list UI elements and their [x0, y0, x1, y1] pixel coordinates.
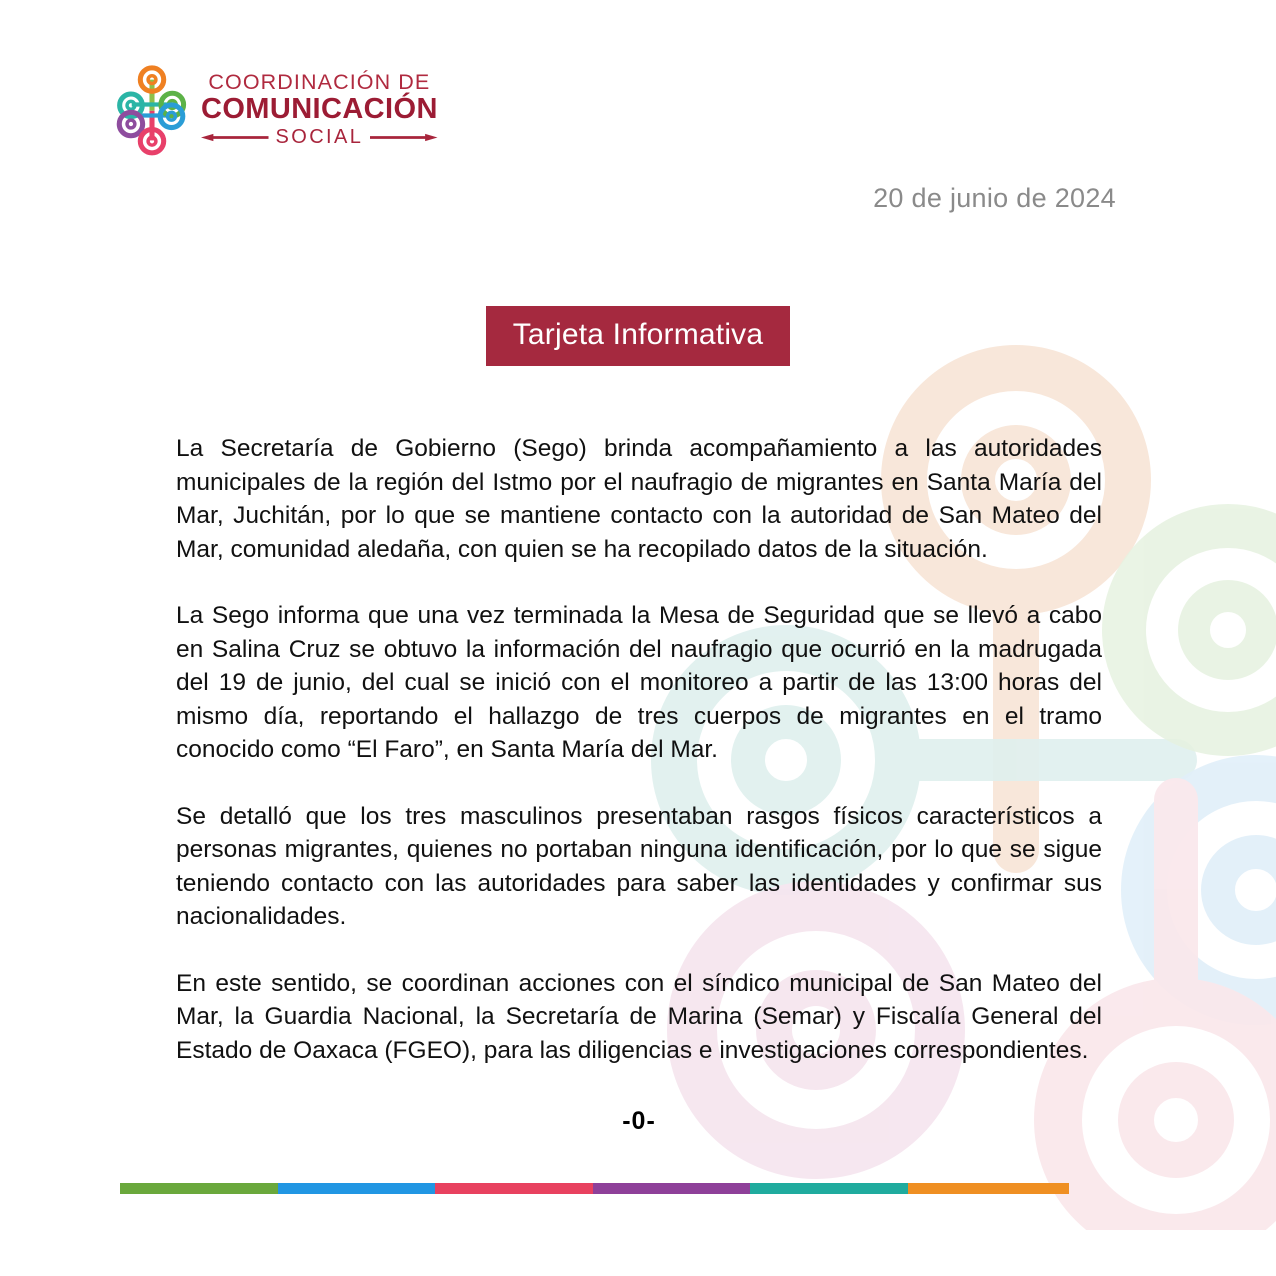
body-paragraph-4: En este sentido, se coordinan acciones con el síndico municipal de San Mateo del Mar, la Guardia Nacional, la Secretaría de Marina (Semar) y Fiscalía General del Estado de Oaxaca (FGEO), para las diligencias e investigaciones correspondientes.	[176, 969, 1102, 1064]
brand-line-social-row	[201, 126, 438, 149]
body-paragraph-1: La Secretaría de Gobierno (Sego) brinda acompañamiento a las autoridades municipales de la región del Istmo por el naufragio de migrantes en Santa María del Mar, Juchitán, por lo que se mantiene contacto con la autoridad de San Mateo del Mar, comunidad aledaña, con quien se ha recopilado datos de la situación.	[176, 435, 1102, 563]
footer-segment-blue	[278, 1183, 436, 1194]
brand-line-comunicacion: COMUNICACIÓN	[201, 92, 438, 125]
footer-segment-orange	[908, 1183, 1069, 1194]
document-title-badge: Tarjeta Informativa	[486, 306, 791, 366]
arrow-right-icon	[370, 133, 438, 142]
footer-segment-teal	[750, 1183, 908, 1194]
brand-line-coordinacion: COORDINACIÓN DE	[208, 70, 431, 95]
footer-color-bar	[120, 1183, 1069, 1194]
document-date: 20 de junio de 2024	[873, 183, 1116, 213]
arrow-left-icon	[201, 133, 269, 142]
body-paragraph-2: La Sego informa que una vez terminada la Mesa de Seguridad que se llevó a cabo en Salina Cruz se obtuvo la información del naufragio que ocurrió en la madrugada del 19 de junio, del cual se inició con el monitoreo a partir de las 13:00 horas del mismo día, reportando el hallazgo de tres cuerpos de migrantes en el tramo conocido como “El Faro”, en Santa María del Mar.	[176, 602, 1102, 763]
footer-segment-pink	[435, 1183, 593, 1194]
brand-logo	[113, 64, 438, 156]
end-of-release-mark: -0-	[622, 1107, 656, 1135]
footer-segment-green	[120, 1183, 278, 1194]
brand-line-social: SOCIAL	[275, 125, 364, 148]
comunicacion-social-logo-icon	[113, 64, 191, 156]
body-paragraph-3: Se detalló que los tres masculinos presentaban rasgos físicos característicos a personas migrantes, quienes no portaban ninguna identificación, por lo que se sigue teniendo contacto con las autoridades para saber las identidades y confirmar sus nacionalidades.	[176, 802, 1102, 930]
document-body	[176, 432, 1102, 1136]
brand-wordmark	[201, 71, 438, 149]
title-badge-container	[0, 306, 1276, 366]
footer-segment-purple	[593, 1183, 751, 1194]
